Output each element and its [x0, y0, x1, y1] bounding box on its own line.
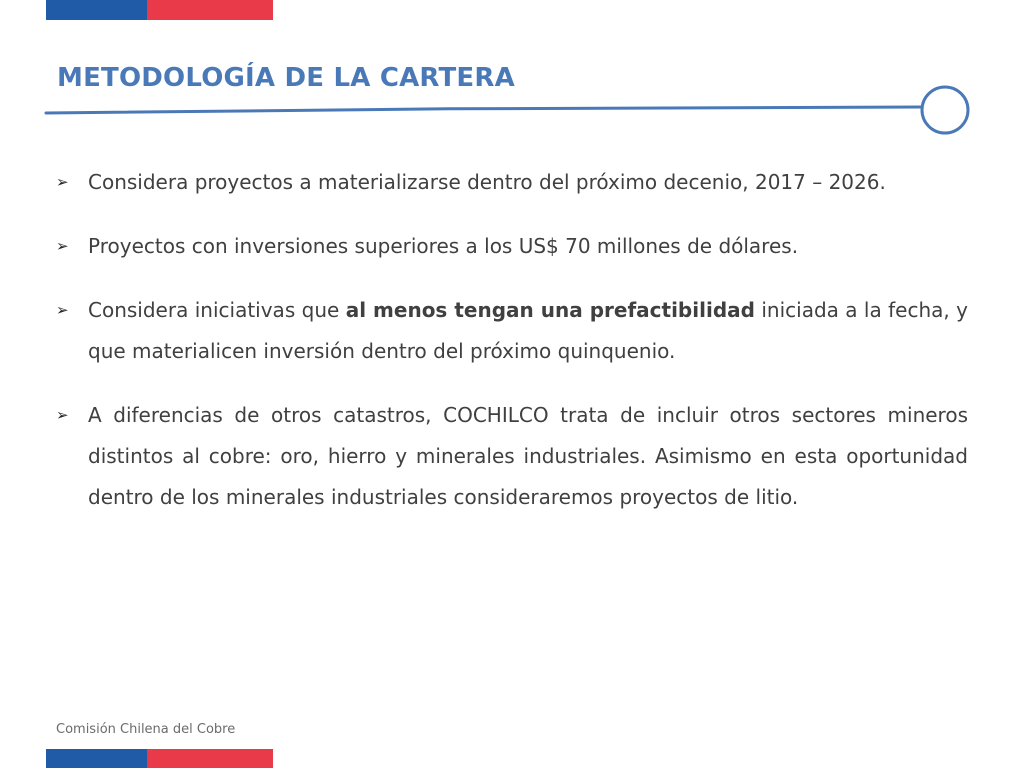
arrowhead-bullet-icon: ➢: [56, 406, 69, 424]
arrowhead-bullet-icon: ➢: [56, 301, 69, 319]
bullet-text: A diferencias de otros catastros, COCHILCO trata de incluir otros sectores mineros distintos al cobre: oro, hierro y minerales industriales. Asimismo en esta oportunidad dentro de los minerales industriales consideraremos proyectos de litio.: [88, 403, 968, 509]
footer-organization: Comisión Chilena del Cobre: [56, 722, 236, 737]
bullet-text: Considera iniciativas que al menos tengan una prefactibilidad iniciada a la fecha, y que materialicen inversión dentro del próximo quinquenio.: [88, 298, 968, 363]
flag-blue-segment: [46, 749, 147, 768]
arrowhead-bullet-icon: ➢: [56, 237, 69, 255]
bullet-item: [56, 395, 968, 518]
bottom-flag-bar: [46, 749, 273, 768]
bullet-item: [56, 290, 968, 372]
bullet-list: [56, 162, 968, 541]
slide-title: METODOLOGÍA DE LA CARTERA: [57, 63, 515, 93]
bullet-item: [56, 162, 968, 203]
flag-red-segment: [147, 749, 273, 768]
bold-phrase: al menos tengan una prefactibilidad: [345, 298, 755, 322]
bullet-text: Considera proyectos a materializarse dentro del próximo decenio, 2017 – 2026.: [88, 170, 886, 194]
arrowhead-bullet-icon: ➢: [56, 173, 69, 191]
circle-ornament-icon: [922, 87, 968, 133]
title-underline-line: [46, 107, 922, 113]
bullet-text: Proyectos con inversiones superiores a los US$ 70 millones de dólares.: [88, 234, 799, 258]
bullet-item: [56, 226, 968, 267]
title-underline-rule: [0, 0, 1024, 140]
